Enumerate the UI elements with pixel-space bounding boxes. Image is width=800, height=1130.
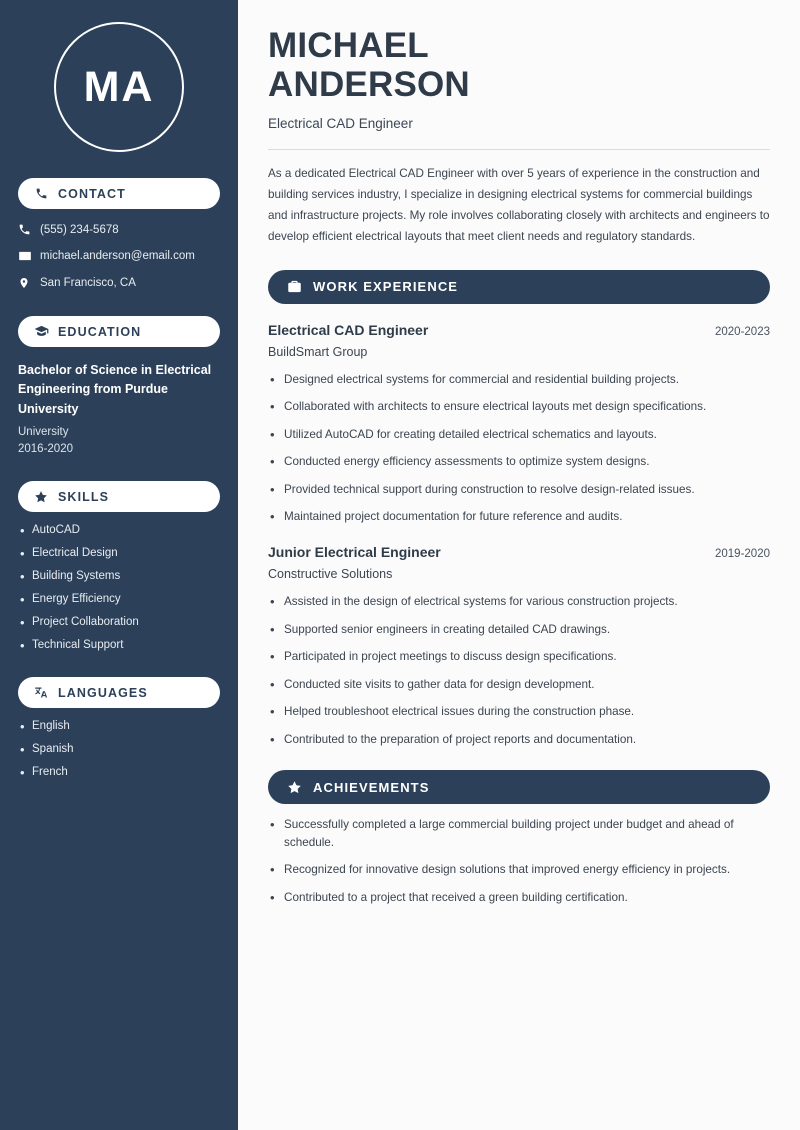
sidebar-section-skills-label: SKILLS [58,489,110,504]
sidebar [0,0,238,1130]
job-header [268,322,770,338]
list-item: • Helped troubleshoot electrical issues during the construction phase. [268,703,770,721]
graduation-cap-icon [32,324,50,339]
first-name: MICHAEL [268,26,429,65]
list-item: • Assisted in the design of electrical systems for various construction projects. [268,593,770,611]
education-degree: Bachelor of Science in Electrical Engineering from Purdue University [18,363,212,416]
sidebar-section-languages [18,677,220,708]
list-item: • Technical Support [18,639,220,651]
list-item: • English [18,720,220,732]
section-header-work-experience [268,270,770,304]
contact-phone-value: (555) 234-5678 [40,223,119,236]
job-role: Electrical CAD Engineer [268,321,429,338]
translate-icon [32,685,50,700]
section-header-achievements-label: ACHIEVEMENTS [313,779,430,795]
contact-email-value: michael.anderson@email.com [40,250,195,262]
contact-location-value: San Francisco, CA [40,277,136,289]
list-item: • Maintained project documentation for future reference and audits. [268,508,770,526]
sidebar-section-education-label: EDUCATION [58,324,142,339]
sidebar-section-contact [18,178,220,209]
list-item: • Contributed to the preparation of project reports and documentation. [268,731,770,749]
section-header-achievements [268,770,770,804]
achievements-list [268,816,770,906]
list-item: • Building Systems [18,570,220,582]
avatar-wrap [18,22,220,152]
avatar: MA [54,22,184,152]
skills-list [18,524,220,651]
list-item: • Supported senior engineers in creating detailed CAD drawings. [268,621,770,639]
job-entry [268,322,770,526]
job-dates: 2019-2020 [715,547,770,560]
job-dates: 2020-2023 [715,325,770,338]
list-item: • Utilized AutoCAD for creating detailed electrical schematics and layouts. [268,426,770,444]
job-bullets [268,371,770,526]
job-bullets [268,593,770,748]
education-block [18,361,220,455]
list-item: • AutoCAD [18,524,220,536]
sidebar-section-contact-label: CONTACT [58,186,126,201]
job-entry [268,544,770,748]
sidebar-section-languages-label: LANGUAGES [58,685,148,700]
contact-item-phone [18,223,220,236]
contact-list [18,223,220,290]
list-item: • Participated in project meetings to discuss design specifications. [268,648,770,666]
sidebar-section-education [18,316,220,347]
job-company: Constructive Solutions [268,566,393,581]
briefcase-icon [284,279,304,294]
page-title [268,26,770,104]
section-header-work-experience-label: WORK EXPERIENCE [313,279,459,295]
headline-job-title: Electrical CAD Engineer [268,116,413,132]
list-item: • Collaborated with architects to ensure electrical layouts met design specifications. [268,398,770,416]
job-header [268,544,770,560]
list-item: • Contributed to a project that received a green building certification. [268,889,770,907]
divider [268,149,770,150]
list-item: • Electrical Design [18,547,220,559]
contact-item-location [18,276,220,290]
list-item: • French [18,766,220,778]
education-school: University [18,426,69,439]
languages-list [18,720,220,778]
sidebar-section-skills [18,481,220,512]
job-role: Junior Electrical Engineer [268,543,441,560]
phone-icon [18,223,40,236]
star-icon [284,780,304,795]
star-icon [32,490,50,504]
contact-item-email [18,249,220,263]
list-item: • Project Collaboration [18,616,220,628]
list-item: • Provided technical support during construction to resolve design-related issues. [268,481,770,499]
list-item: • Successfully completed a large commercial building project under budget and ahead of schedule. [268,816,770,851]
list-item: • Energy Efficiency [18,593,220,605]
envelope-icon [18,249,40,263]
last-name: ANDERSON [268,65,470,105]
list-item: • Conducted energy efficiency assessments to optimize system designs. [268,453,770,471]
phone-icon [32,187,50,200]
main-content [238,0,800,1130]
list-item: • Recognized for innovative design solutions that improved energy efficiency in projects. [268,861,770,879]
list-item: • Spanish [18,743,220,755]
list-item: • Conducted site visits to gather data for design development. [268,676,770,694]
list-item: • Designed electrical systems for commercial and residential building projects. [268,371,770,389]
education-years: 2016-2020 [18,443,73,456]
professional-summary: As a dedicated Electrical CAD Engineer with over 5 years of experience in the construction and building services industry, I specialize in designing electrical systems for commercial buildings and infrastructure projects. My role involves collaborating closely with architects and engineers to develop efficient electrical layouts that meet client needs and regulatory standards. [268,167,770,243]
job-company: BuildSmart Group [268,344,368,359]
location-pin-icon [18,276,40,290]
